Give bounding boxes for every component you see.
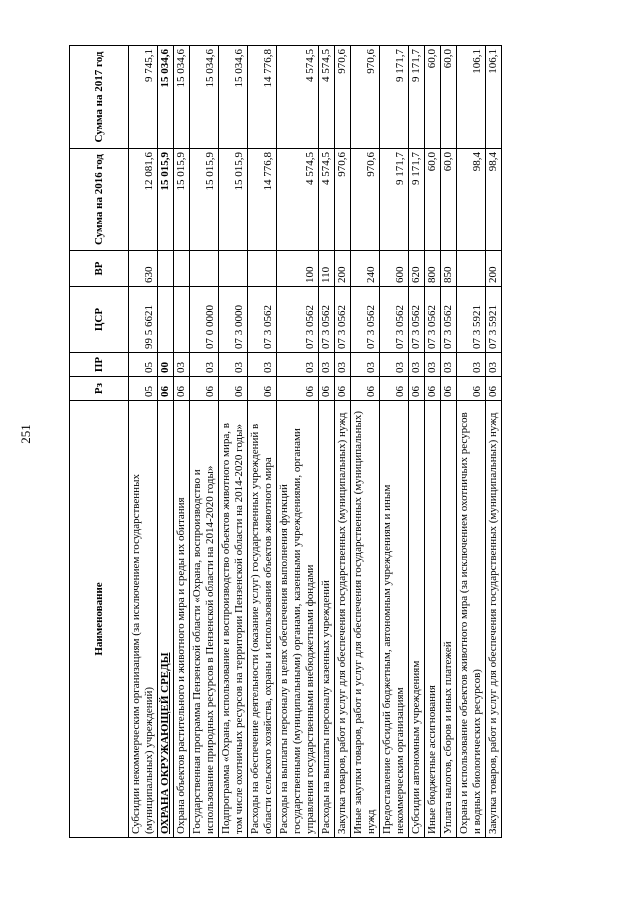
table-header-row [70,46,129,838]
row-sum-2016: 970,6 [335,149,351,251]
row-vr: 240 [351,251,380,287]
row-rz: 06 [486,377,502,401]
header-csr: ЦСР [70,287,129,353]
table-row [441,46,457,838]
row-rz: 06 [409,377,425,401]
row-rz: 06 [190,377,219,401]
row-rz: 05 [129,377,158,401]
row-name: Закупка товаров, работ и услуг для обеспечения государственных (муниципальных) нужд [335,401,351,838]
row-name: Закупка товаров, работ и услуг для обеспечения государственных (муниципальных) нужд [486,401,502,838]
row-pr: 03 [319,353,335,377]
row-pr: 03 [190,353,219,377]
row-pr: 03 [380,353,409,377]
row-vr: 600 [380,251,409,287]
row-csr: 07 3 0562 [277,287,319,353]
row-csr: 07 3 0562 [425,287,441,353]
row-vr: 850 [441,251,457,287]
row-sum-2017: 9 745,1 [129,46,158,149]
row-csr: 07 3 0562 [351,287,380,353]
row-pr: 03 [174,353,190,377]
row-csr: 07 3 0562 [319,287,335,353]
rotated-page-content [69,46,614,838]
row-csr: 07 3 0562 [441,287,457,353]
row-name: Иные закупки товаров, работ и услуг для обеспечения государственных (муниципальных) нужд [351,401,380,838]
table-row [351,46,380,838]
row-pr: 03 [457,353,486,377]
row-pr: 03 [219,353,248,377]
row-sum-2017: 106,1 [486,46,502,149]
row-rz: 06 [319,377,335,401]
row-name: Предоставление субсидий бюджетным, автономным учреждениям и иным некоммерческим организациям [380,401,409,838]
row-name: ОХРАНА ОКРУЖАЮЩЕЙ СРЕДЫ [158,401,174,838]
row-pr: 03 [425,353,441,377]
header-sum-2017: Сумма на 2017 год [70,46,129,149]
table-row [129,46,158,838]
row-csr: 07 3 0562 [409,287,425,353]
row-csr [174,287,190,353]
row-name: Субсидии некоммерческим организациям (за исключением государственных (муниципальных) учреждений) [129,401,158,838]
row-sum-2017: 4 574,5 [277,46,319,149]
table-body [129,46,502,838]
row-sum-2016: 4 574,5 [277,149,319,251]
table-row [248,46,277,838]
row-csr: 07 3 5921 [486,287,502,353]
header-pr: ПР [70,353,129,377]
budget-table [69,45,502,838]
table-row [457,46,486,838]
row-name: Расходы на обеспечение деятельности (оказание услуг) государственных учреждений в области сельского хозяйства, охраны и использования объектов животного мира [248,401,277,838]
row-name: Охрана и использование объектов животного мира (за исключением охотничьих ресурсов и водных биологических ресурсов) [457,401,486,838]
row-name: Охрана объектов растительного и животного мира и среды их обитания [174,401,190,838]
row-sum-2016: 98,4 [457,149,486,251]
row-sum-2017: 9 171,7 [409,46,425,149]
row-sum-2017: 15 034,6 [174,46,190,149]
row-csr: 07 3 0562 [335,287,351,353]
row-rz: 06 [248,377,277,401]
row-rz: 06 [158,377,174,401]
row-sum-2016: 9 171,7 [409,149,425,251]
row-rz: 06 [441,377,457,401]
row-pr: 03 [351,353,380,377]
row-vr: 800 [425,251,441,287]
row-rz: 06 [351,377,380,401]
row-vr [219,251,248,287]
row-csr [158,287,174,353]
row-sum-2017: 970,6 [335,46,351,149]
row-sum-2016: 9 171,7 [380,149,409,251]
row-sum-2017: 970,6 [351,46,380,149]
row-rz: 06 [174,377,190,401]
row-vr: 100 [277,251,319,287]
row-name: Субсидии автономным учреждениям [409,401,425,838]
row-pr: 03 [409,353,425,377]
header-sum-2016: Сумма на 2016 год [70,149,129,251]
table-row [219,46,248,838]
row-vr [457,251,486,287]
header-name: Наименование [70,401,129,838]
row-sum-2016: 14 776,8 [248,149,277,251]
table-row [174,46,190,838]
row-name: Расходы на выплаты персоналу казенных учреждений [319,401,335,838]
row-pr: 03 [441,353,457,377]
row-sum-2016: 15 015,9 [190,149,219,251]
row-pr: 03 [277,353,319,377]
row-csr: 07 3 0562 [248,287,277,353]
row-sum-2016: 98,4 [486,149,502,251]
row-sum-2016: 4 574,5 [319,149,335,251]
row-sum-2016: 970,6 [351,149,380,251]
table-row [277,46,319,838]
row-rz: 06 [335,377,351,401]
row-sum-2017: 9 171,7 [380,46,409,149]
row-vr: 200 [486,251,502,287]
row-csr: 99 5 6621 [129,287,158,353]
row-vr: 620 [409,251,425,287]
row-vr [248,251,277,287]
table-row [335,46,351,838]
row-sum-2016: 60,0 [425,149,441,251]
row-sum-2017: 14 776,8 [248,46,277,149]
row-name: Иные бюджетные ассигнования [425,401,441,838]
row-sum-2017: 15 034,6 [190,46,219,149]
table-row [190,46,219,838]
row-vr [158,251,174,287]
row-rz: 06 [457,377,486,401]
row-pr: 03 [248,353,277,377]
row-sum-2016: 15 015,9 [158,149,174,251]
row-vr: 110 [319,251,335,287]
table-row [409,46,425,838]
row-csr: 07 0 0000 [190,287,219,353]
row-rz: 06 [277,377,319,401]
row-vr [174,251,190,287]
table-row [319,46,335,838]
row-sum-2016: 12 081,6 [129,149,158,251]
table-row [425,46,441,838]
row-pr: 05 [129,353,158,377]
row-pr: 03 [335,353,351,377]
row-rz: 06 [219,377,248,401]
row-csr: 07 3 5921 [457,287,486,353]
row-pr: 00 [158,353,174,377]
page-number: 251 [18,424,33,444]
row-sum-2017: 106,1 [457,46,486,149]
row-name: Расходы на выплаты персоналу в целях обеспечения выполнения функций государственными (муниципальными) органами, казенными учреждениями, органами управления государственными внебюджетными фондами [277,401,319,838]
row-sum-2016: 15 015,9 [174,149,190,251]
table-row [486,46,502,838]
row-csr: 07 3 0562 [380,287,409,353]
header-vr: ВР [70,251,129,287]
row-rz: 06 [380,377,409,401]
row-sum-2017: 60,0 [441,46,457,149]
row-sum-2017: 4 574,5 [319,46,335,149]
header-rz: Рз [70,377,129,401]
row-rz: 06 [425,377,441,401]
row-sum-2016: 15 015,9 [219,149,248,251]
row-name: Уплата налогов, сборов и иных платежей [441,401,457,838]
table-row [158,46,174,838]
row-sum-2017: 60,0 [425,46,441,149]
row-sum-2017: 15 034,6 [158,46,174,149]
row-name: Государственная программа Пензенской области «Охрана, воспроизводство и использование природных ресурсов в Пензенской области на 2014-2020 годы» [190,401,219,838]
row-name: Подпрограмма «Охрана, использование и воспроизводство объектов животного мира, в том числе охотничьих ресурсов на территории Пензенской области на 2014-2020 годы» [219,401,248,838]
row-vr [190,251,219,287]
table-row [380,46,409,838]
row-csr: 07 3 0000 [219,287,248,353]
row-sum-2017: 15 034,6 [219,46,248,149]
row-sum-2016: 60,0 [441,149,457,251]
row-vr: 200 [335,251,351,287]
row-pr: 03 [486,353,502,377]
row-vr: 630 [129,251,158,287]
